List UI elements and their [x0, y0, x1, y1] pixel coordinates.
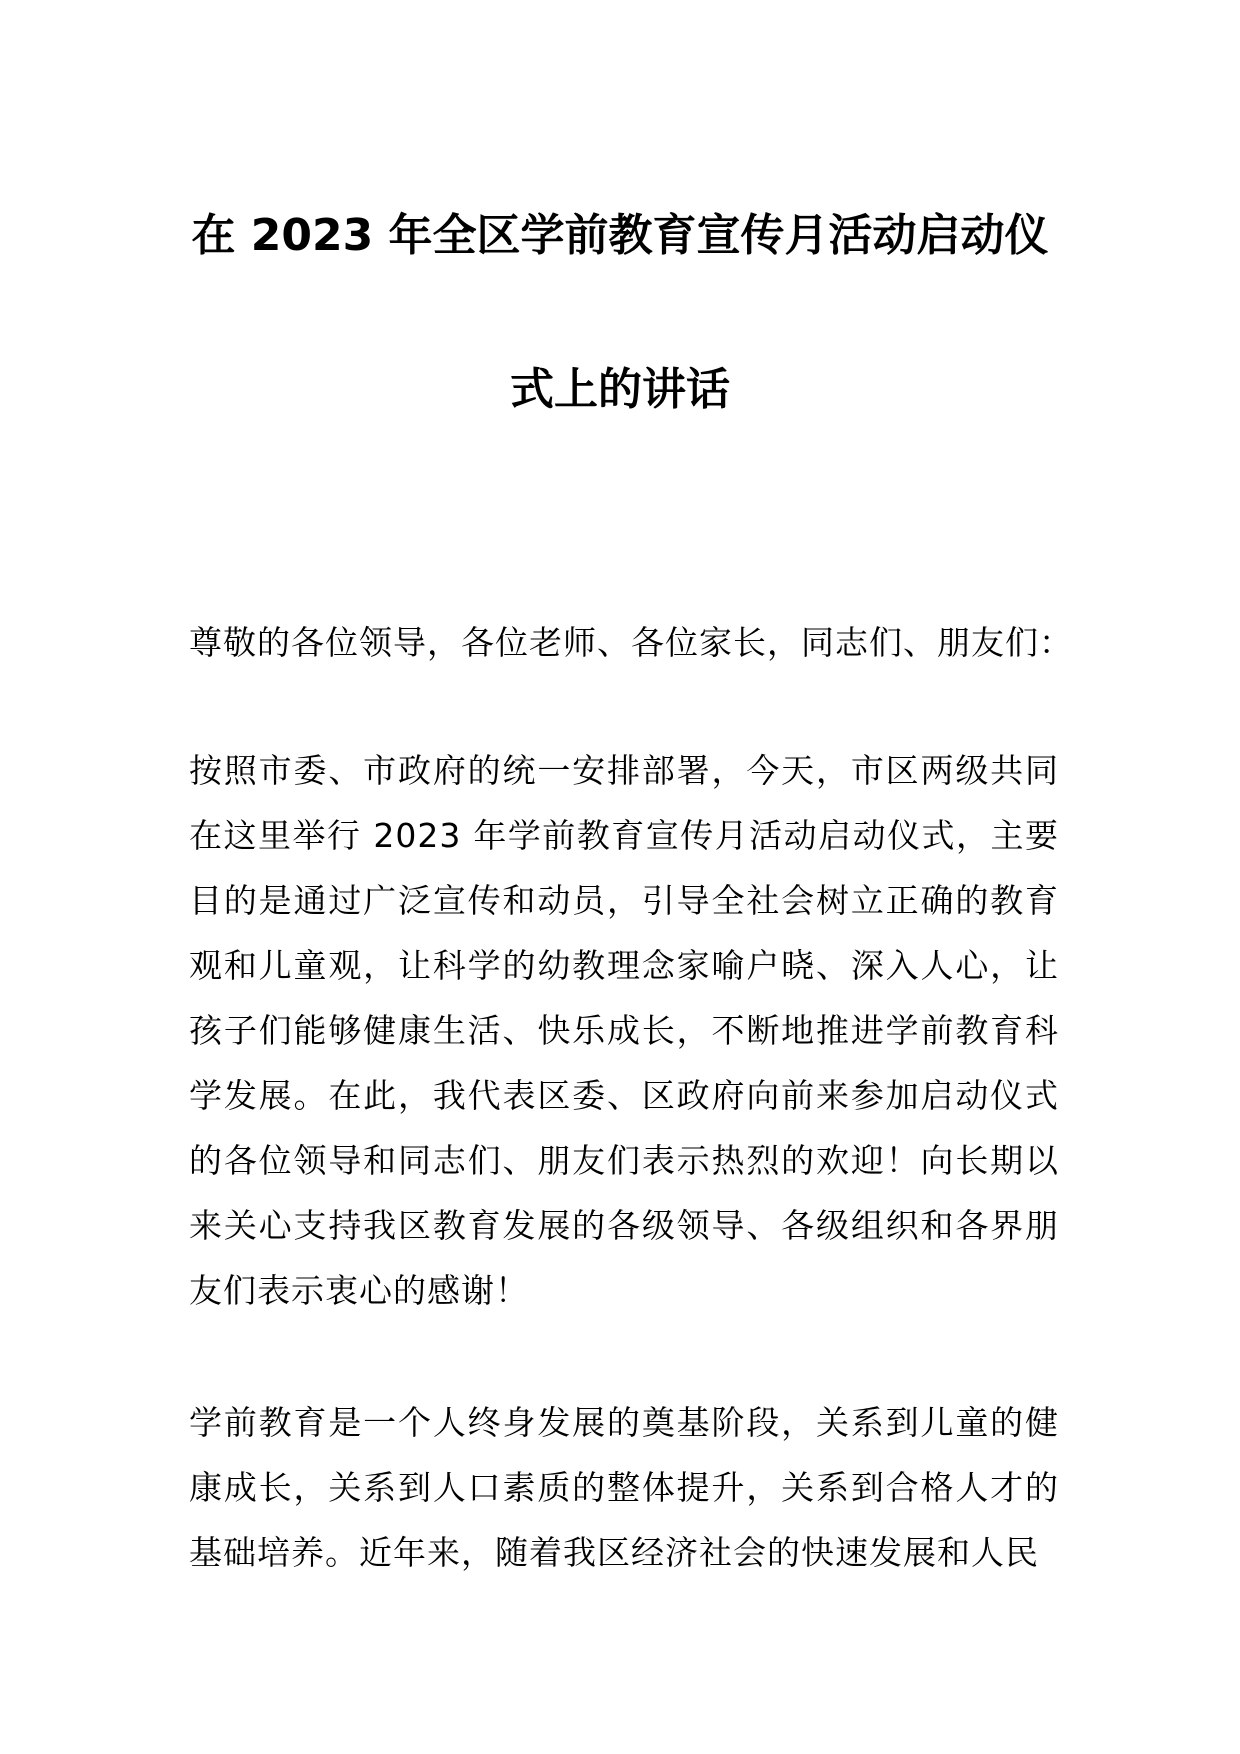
document-title-line-1: 在 2023 年全区学前教育宣传月活动启动仪 — [191, 210, 1049, 261]
salutation: 尊敬的各位领导，各位老师、各位家长，同志们、朋友们： — [189, 623, 1073, 662]
document-title-line-2: 式上的讲话 — [510, 364, 730, 415]
paragraph-2: 学前教育是一个人终身发展的奠基阶段，关系到儿童的健康成长，关系到人口素质的整体提升，关系到合格人才的基础培养。近年来，随着我区经济社会的快速发展和人民 — [189, 1403, 1059, 1572]
paragraph-1: 按照市委、市政府的统一安排部署，今天，市区两级共同在这里举行 2023 年学前教育宣传月活动启动仪式，主要目的是通过广泛宣传和动员，引导全社会树立正确的教育观和儿童观，让科学的幼教理念家喻户晓、深入人心，让孩子们能够健康生活、快乐成长，不断地推进学前教育科学发展。在此，我代表区委、区政府向前来参加启动仪式的各位领导和同志们、朋友们表示热烈的欢迎！向长期以来关心支持我区教育发展的各级领导、各级组织和各界朋友们表示衷心的感谢！ — [189, 751, 1059, 1310]
